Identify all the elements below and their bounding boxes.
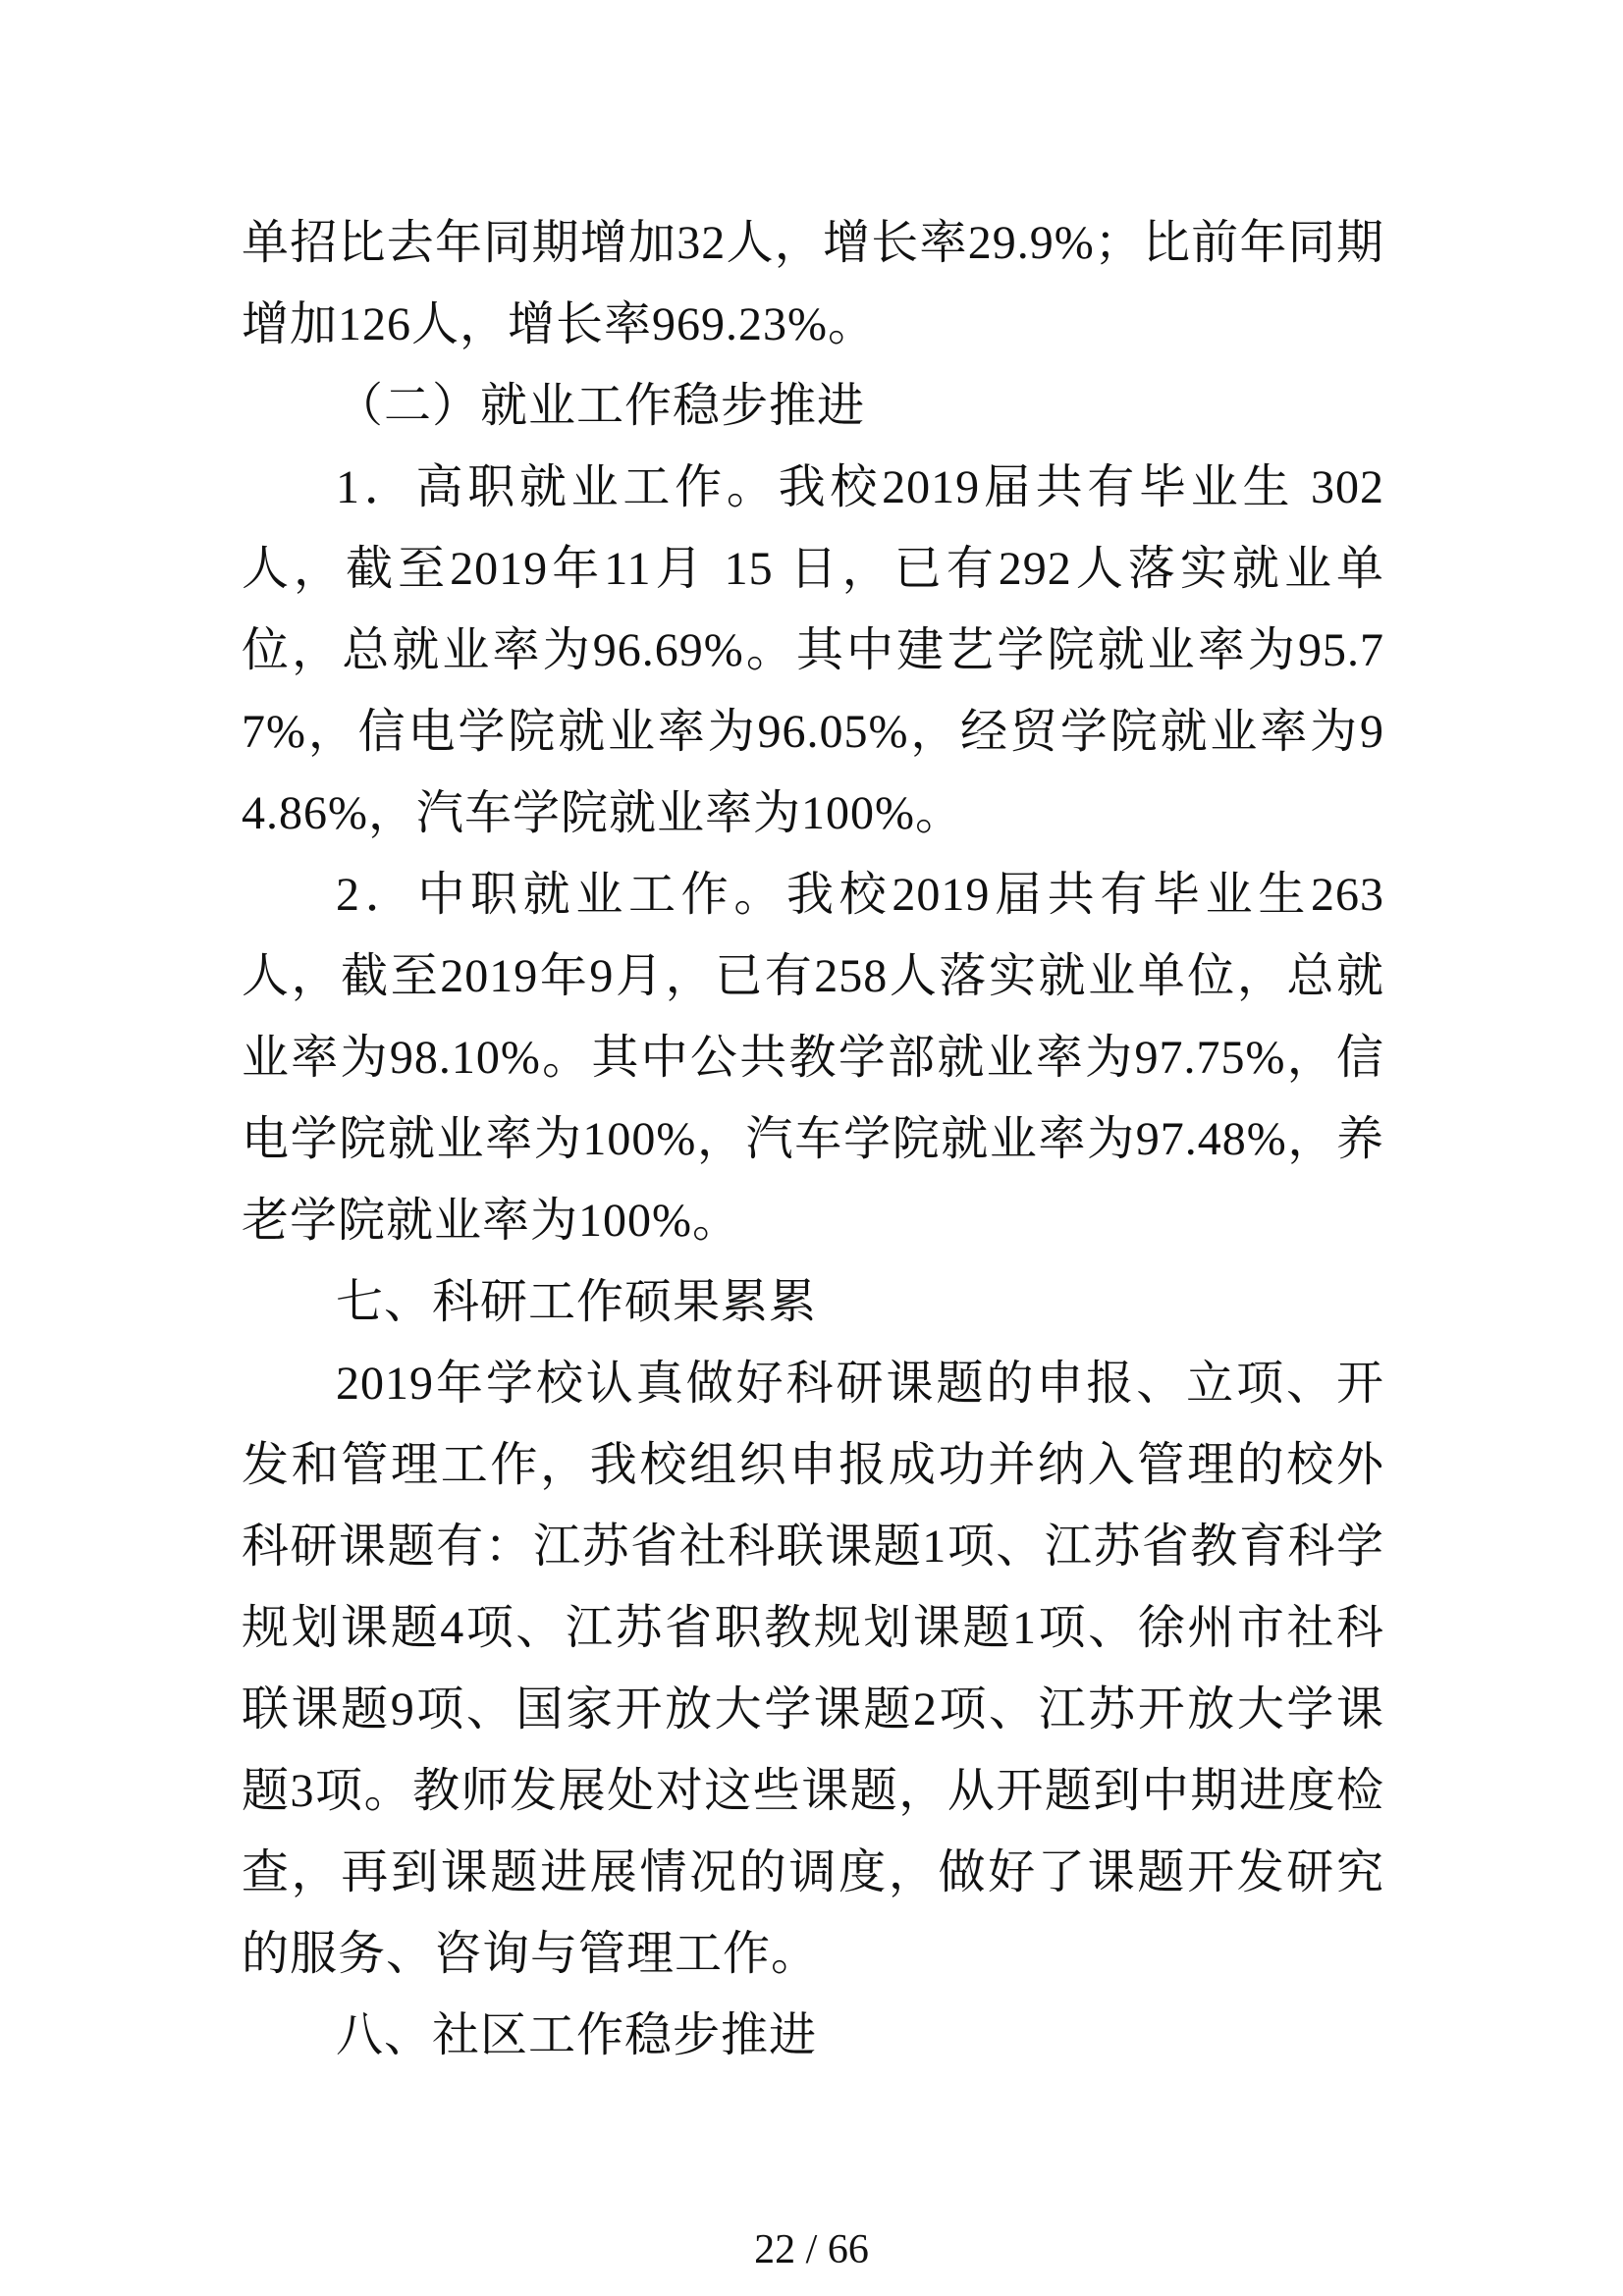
paragraph-research-projects: 2019年学校认真做好科研课题的申报、立项、开发和管理工作，我校组织申报成功并纳入管理的校外科研课题有：江苏省社科联课题1项、江苏省教育科学规划课题4项、江苏省职教规划课题1项、徐州市社科联课题9项、国家开放大学课题2项、江苏开放大学课题3项。教师发展处对这些课题，从开题到中期进度检查，再到课题进展情况的调度，做好了课题开发研究的服务、咨询与管理工作。 <box>242 1358 1384 1980</box>
document-body <box>242 202 1384 2076</box>
paragraph-higher-vocational-employment: 1．高职就业工作。我校2019届共有毕业生 302 人，截至2019年11月 15 日，已有292人落实就业单位，总就业率为96.69%。其中建艺学院就业率为95.77%，信电学院就业率为96.05%，经贸学院就业率为94.86%，汽车学院就业率为100%。 <box>242 461 1384 839</box>
page-footer <box>0 2226 1623 2273</box>
section-heading-community: 八、社区工作稳步推进 <box>336 2009 818 2061</box>
page-number: 22 / 66 <box>754 2227 869 2272</box>
paragraph-secondary-vocational-employment: 2．中职就业工作。我校2019届共有毕业生263人，截至2019年9月，已有258人落实就业单位，总就业率为98.10%。其中公共教学部就业率为97.75%，信电学院就业率为100%，汽车学院就业率为97.48%，养老学院就业率为100%。 <box>242 869 1384 1247</box>
section-heading-employment: （二）就业工作稳步推进 <box>336 380 866 432</box>
paragraph-continuation: 单招比去年同期增加32人，增长率29.9%；比前年同期增加126人，增长率969.23%。 <box>242 217 1384 350</box>
section-heading-research: 七、科研工作硕果累累 <box>336 1276 818 1328</box>
